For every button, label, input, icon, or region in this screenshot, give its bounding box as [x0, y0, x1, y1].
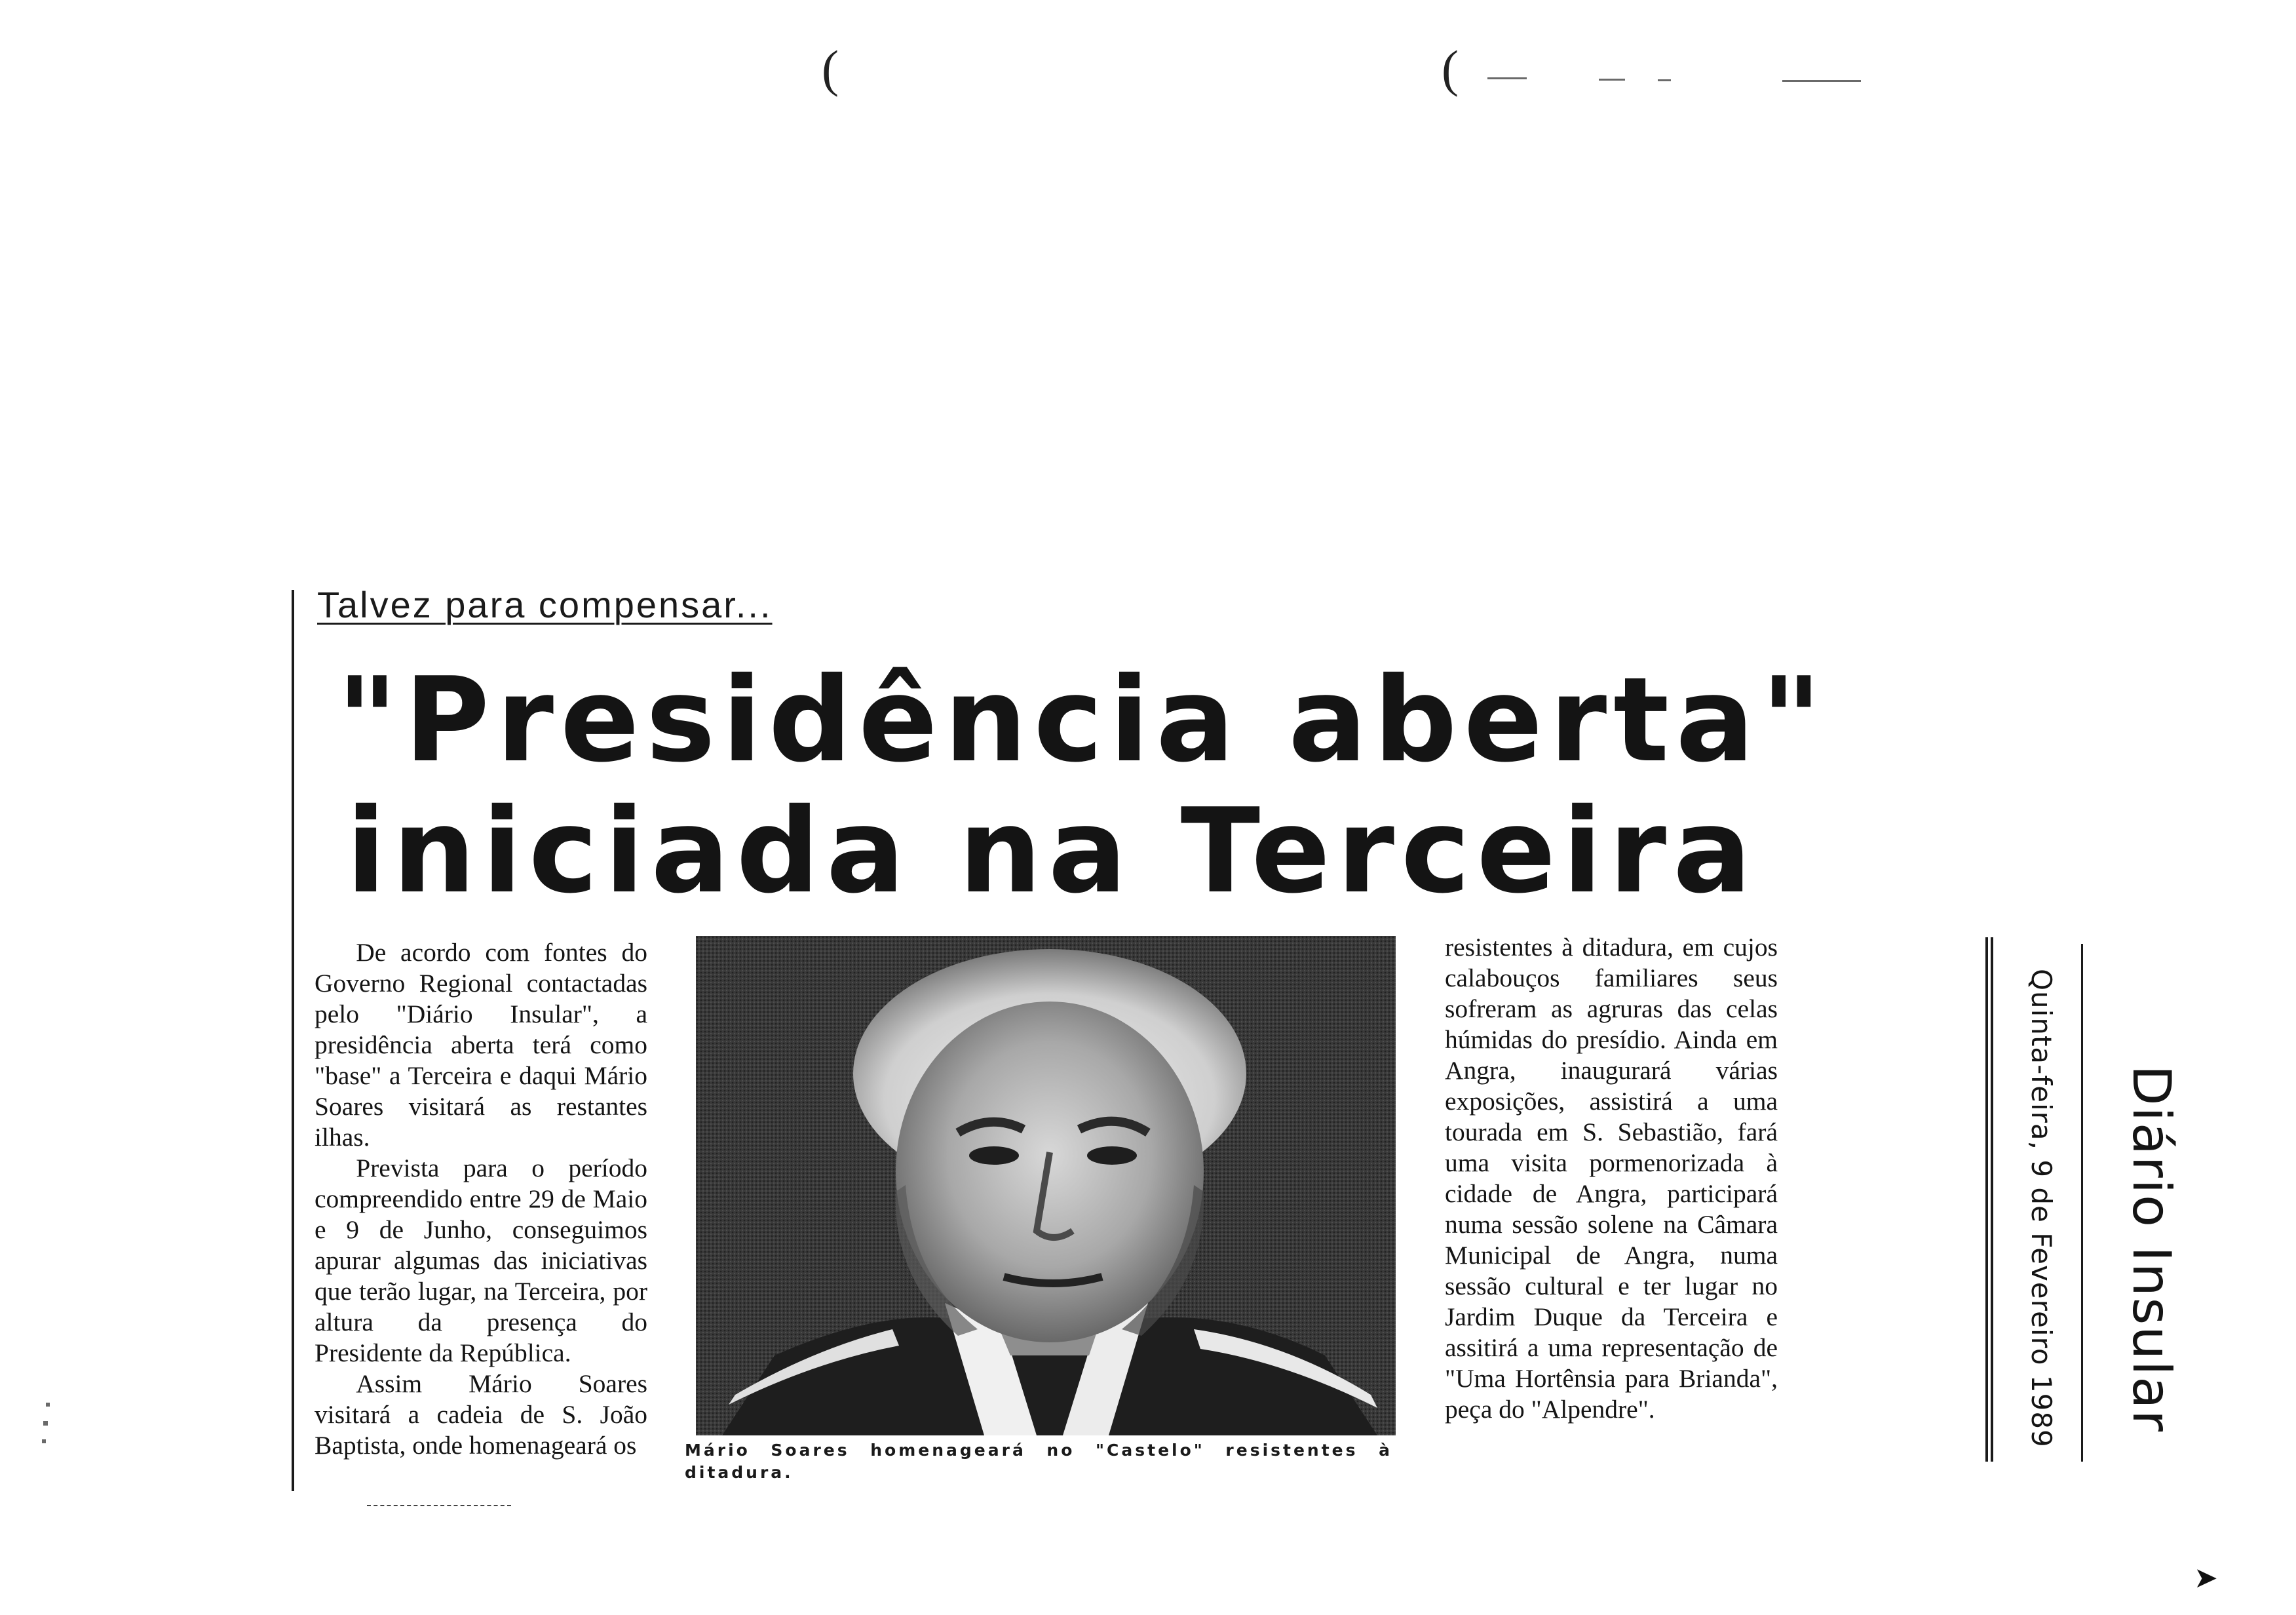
article-paragraph: resistentes à ditadura, em cujos calabouços familiares seus sofreram as agruras das celas húmidas do presídio. Ainda em Angra, inaugurará várias exposições, assistirá a uma tourada em S. Sebastião, fará uma visita pormenorizada à cidade de Angra, participará numa sessão solene na Câmara Municipal de Angra, numa sessão cultural e ter lugar no Jardim Duque da Terceira e assitirá a uma representação de "Uma Hortênsia para Brianda", peça do "Alpendre". — [1445, 933, 1778, 1424]
masthead-name: Diário Insular — [2121, 1065, 2182, 1433]
article-column-3 — [1445, 932, 1778, 1425]
headline-line-1: "Presidência aberta" — [337, 652, 1829, 788]
scan-speck — [1658, 79, 1671, 81]
bottom-dash-rule — [367, 1505, 511, 1506]
article-paragraph: Assim Mário Soares visitará a cadeia de S. João Baptista, onde homenageará os — [315, 1369, 647, 1460]
article-photo — [696, 936, 1396, 1435]
scan-speck — [46, 1403, 50, 1407]
scan-speck — [43, 1421, 48, 1426]
masthead-rule — [1991, 937, 1993, 1462]
masthead-rule — [1985, 937, 1988, 1462]
corner-arrow-icon: ➤ — [2194, 1561, 2218, 1595]
article-paragraph: Prevista para o período compreendido entre 29 de Maio e 9 de Junho, conseguimos apurar algumas das iniciativas que terão lugar, na Terceira, por altura da presença do Presidente da República. — [315, 1154, 647, 1367]
portrait-illustration — [696, 936, 1396, 1435]
photo-caption: Mário Soares homenageará no "Castelo" resistentes à ditadura. — [685, 1441, 1392, 1482]
scan-speck — [1782, 80, 1861, 82]
punch-hole-mark-right: ( — [1442, 40, 1459, 97]
scan-speck — [42, 1439, 46, 1443]
masthead-rule — [2081, 944, 2083, 1462]
article-kicker: Talvez para compensar... — [317, 584, 773, 625]
masthead-date: Quinta-feira, 9 de Fevereiro 1989 — [2025, 969, 2057, 1448]
punch-hole-mark-left: ( — [822, 40, 839, 97]
scan-speck — [1599, 79, 1625, 81]
headline-line-2: iniciada na Terceira — [346, 783, 1759, 919]
clipping-left-rule — [292, 590, 294, 1491]
article-paragraph: De acordo com fontes do Governo Regional contactadas pelo "Diário Insular", a presidência aberta terá como "base" a Terceira e daqui Mário Soares visitará as restantes ilhas. — [315, 938, 647, 1152]
article-column-1 — [315, 937, 647, 1461]
scan-speck — [1487, 77, 1527, 79]
